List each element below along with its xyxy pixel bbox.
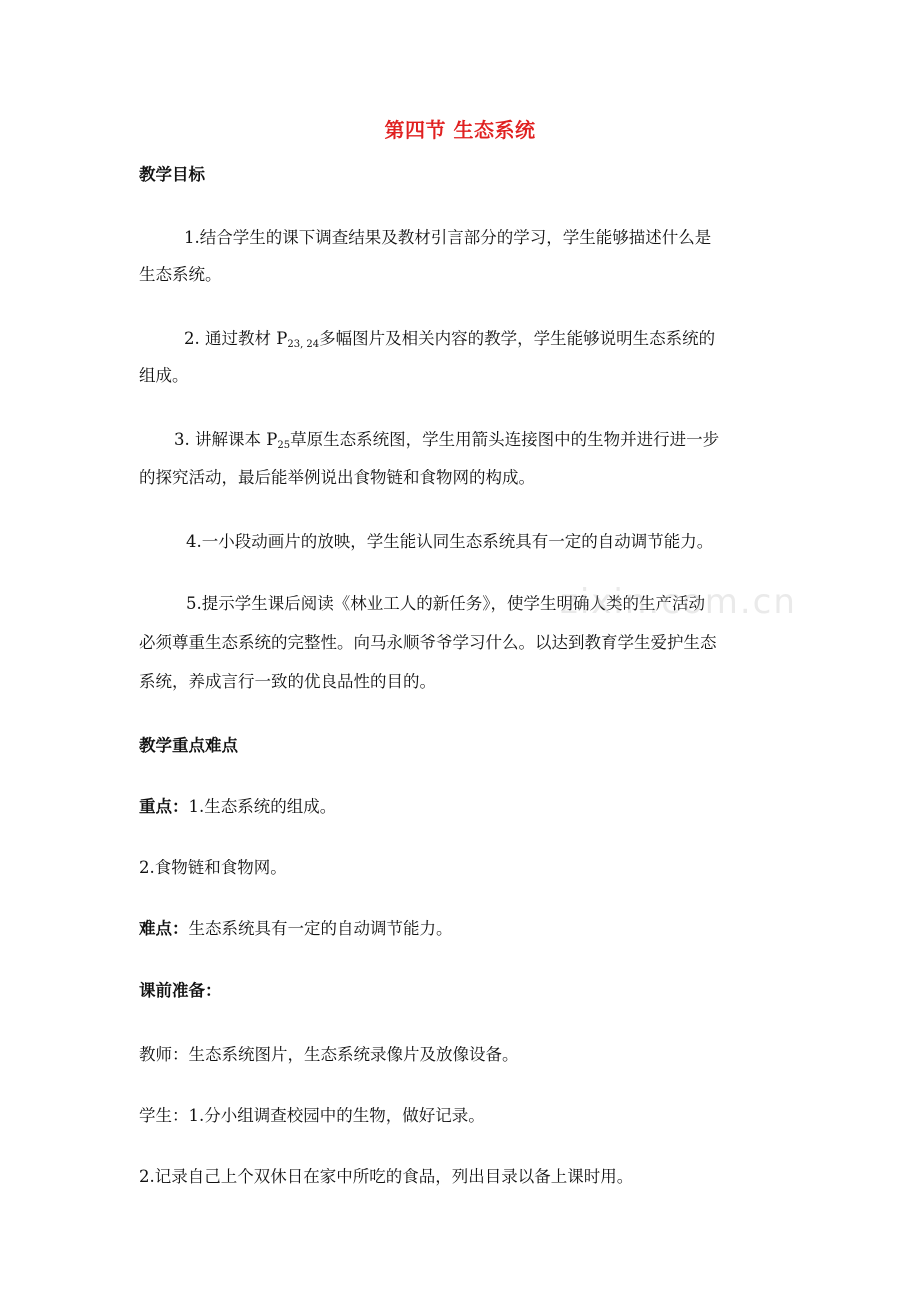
objective-5-line-3: 系统，养成言行一致的优良品性的目的。 <box>139 672 436 691</box>
student-item-1: 1.分小组调查校园中的生物，做好记录。 <box>188 1106 485 1125</box>
objective-3-rest: 草原生态系统图，学生用箭头连接图中的生物并进行进一步 <box>290 430 720 449</box>
objectives-heading: 教学目标 <box>139 165 205 184</box>
teacher-label: 教师： <box>139 1045 189 1064</box>
objective-2-prefix: 2. 通过教材 P <box>184 329 288 348</box>
keypoints-heading: 教学重点难点 <box>139 736 238 755</box>
difficulty-line <box>139 910 789 947</box>
focus-line-2: 2.食物链和食物网。 <box>139 858 287 877</box>
objective-4-line: 4.一小段动画片的放映，学生能认同生态系统具有一定的自动调节能力。 <box>186 532 714 551</box>
teacher-text: 生态系统图片，生态系统录像片及放像设备。 <box>188 1045 519 1064</box>
focus-item-1: 1.生态系统的组成。 <box>188 797 337 816</box>
objective-3-page-subscript: 25 <box>277 440 291 451</box>
objective-3-line-2: 的探究活动，最后能举例说出食物链和食物网的构成。 <box>139 468 535 487</box>
focus-label: 重点： <box>139 797 189 816</box>
prep-heading: 课前准备： <box>139 981 222 1000</box>
objective-5-line-1: 5.提示学生课后阅读《林业工人的新任务》，使学生明确人类的生产活动 <box>186 594 705 613</box>
objective-1-line-2: 生态系统。 <box>139 265 222 284</box>
document-title: 第四节 生态系统 <box>384 118 536 142</box>
objective-2-rest: 多幅图片及相关内容的教学，学生能够说明生态系统的 <box>319 329 716 348</box>
objective-2-page-subscript: 23, 24 <box>287 339 320 350</box>
objective-3-line-1 <box>174 421 824 458</box>
watermark: zixin.com.cn <box>560 582 797 622</box>
student-line-1 <box>139 1097 789 1134</box>
objective-2-line-2: 组成。 <box>139 366 189 385</box>
student-label: 学生： <box>139 1106 189 1125</box>
objective-1-line-1: 1.结合学生的课下调查结果及教材引言部分的学习，学生能够描述什么是 <box>184 228 712 247</box>
objective-5-line-2: 必须尊重生态系统的完整性。向马永顺爷爷学习什么。以达到教育学生爱护生态 <box>139 633 717 652</box>
difficulty-label: 难点： <box>139 919 189 938</box>
objective-2-line-1 <box>184 320 834 357</box>
objective-3-prefix: 3. 讲解课本 P <box>174 430 278 449</box>
teacher-line <box>139 1036 789 1073</box>
focus-line-1 <box>139 788 789 825</box>
difficulty-text: 生态系统具有一定的自动调节能力。 <box>188 919 453 938</box>
student-line-2: 2.记录自己上个双休日在家中所吃的食品，列出目录以备上课时用。 <box>139 1167 634 1186</box>
